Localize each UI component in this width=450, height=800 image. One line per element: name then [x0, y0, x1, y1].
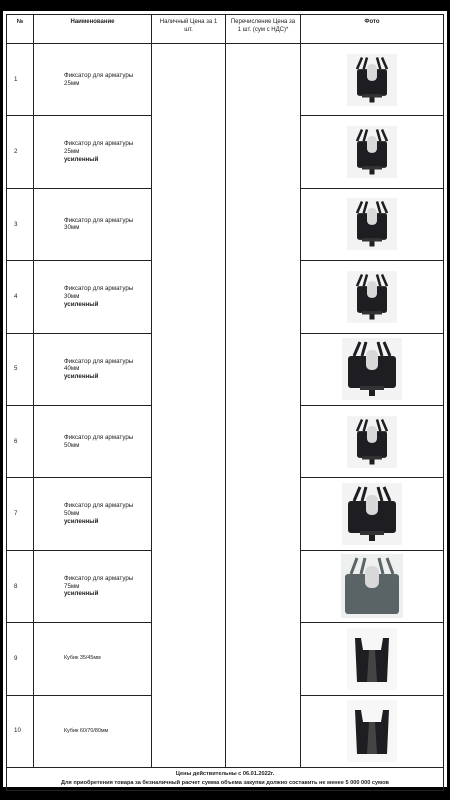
cash-price-cell	[152, 44, 226, 116]
rebar-chair-25-reinforced-photo	[301, 116, 444, 188]
product-name: Фиксатор для арматуры 50мм	[64, 502, 134, 518]
cash-price-cell	[152, 116, 226, 188]
row-number: 7	[7, 478, 34, 550]
footer-row	[7, 767, 444, 790]
transfer-price-cell	[226, 623, 301, 695]
row-number: 5	[7, 333, 34, 405]
product-name: Фиксатор для арматуры 75мм	[64, 574, 134, 590]
product-name: Фиксатор для арматуры 30мм	[64, 216, 134, 232]
product-name-cell	[34, 44, 152, 116]
row-number: 10	[7, 695, 34, 767]
product-name: Фиксатор для арматуры 25мм	[64, 140, 134, 156]
header-name: Наименование	[34, 15, 152, 44]
rebar-chair-30-reinforced-photo	[301, 261, 444, 333]
product-name-cell	[34, 695, 152, 767]
product-name: Фиксатор для арматуры 40мм	[64, 357, 134, 373]
table-row	[7, 333, 444, 405]
transfer-price-cell	[226, 116, 301, 188]
row-number: 6	[7, 405, 34, 477]
table-header-row	[7, 15, 444, 44]
rebar-chair-40-reinforced-photo	[301, 333, 444, 405]
transfer-price-cell	[226, 44, 301, 116]
transfer-price-cell	[226, 405, 301, 477]
product-name-cell	[34, 188, 152, 260]
row-number: 2	[7, 116, 34, 188]
cube-spacer-60-70-80-photo	[301, 695, 444, 767]
cash-price-cell	[152, 188, 226, 260]
row-number: 3	[7, 188, 34, 260]
table-row	[7, 405, 444, 477]
product-name: Кубик 60/70/80мм	[64, 727, 109, 734]
product-suffix: усиленный	[64, 300, 99, 308]
product-suffix: усиленный	[64, 590, 99, 598]
price-list-page	[3, 11, 447, 787]
rebar-chair-50-reinforced-photo	[301, 478, 444, 550]
footer-note	[7, 767, 444, 790]
header-photo: Фото	[301, 15, 444, 44]
table-row	[7, 44, 444, 116]
product-name-cell	[34, 478, 152, 550]
product-name-cell	[34, 623, 152, 695]
header-cash-price: Наличный Цена за 1 шт.	[152, 15, 226, 44]
table-row	[7, 116, 444, 188]
cashless-condition: Для приобретения товара за безналичный расчет сумма объема закупки должно составить не менее 5 000 000 сумов	[61, 779, 389, 786]
transfer-price-cell	[226, 550, 301, 622]
product-name-cell	[34, 550, 152, 622]
rebar-chair-75-reinforced-photo	[301, 550, 444, 622]
cash-price-cell	[152, 695, 226, 767]
rebar-chair-30-photo	[301, 188, 444, 260]
cash-price-cell	[152, 333, 226, 405]
header-num: №	[7, 15, 34, 44]
table-row	[7, 478, 444, 550]
product-name: Фиксатор для арматуры 25мм	[64, 71, 134, 87]
transfer-price-cell	[226, 188, 301, 260]
product-name: Фиксатор для арматуры 30мм	[64, 285, 134, 300]
header-transfer-price: Перечисление Цена за 1 шт. (сум с НДС)*	[226, 15, 301, 44]
product-name-cell	[34, 116, 152, 188]
transfer-price-cell	[226, 478, 301, 550]
cash-price-cell	[152, 261, 226, 333]
product-name-cell	[34, 333, 152, 405]
row-number: 8	[7, 550, 34, 622]
product-suffix: усиленный	[64, 155, 99, 163]
table-row	[7, 550, 444, 622]
rebar-chair-50-photo	[301, 405, 444, 477]
row-number: 9	[7, 623, 34, 695]
validity-date: Цены действительны с 06.01.2022г.	[175, 770, 275, 777]
transfer-price-cell	[226, 695, 301, 767]
product-name-cell	[34, 405, 152, 477]
transfer-price-cell	[226, 261, 301, 333]
row-number: 4	[7, 261, 34, 333]
product-name: Фиксатор для арматуры 50мм	[64, 433, 134, 449]
table-row	[7, 695, 444, 767]
product-suffix: усиленный	[64, 373, 99, 381]
product-name: Кубик 35/45мм	[64, 655, 101, 662]
cash-price-cell	[152, 405, 226, 477]
cash-price-cell	[152, 623, 226, 695]
table-row	[7, 261, 444, 333]
transfer-price-cell	[226, 333, 301, 405]
table-row	[7, 623, 444, 695]
cash-price-cell	[152, 550, 226, 622]
price-table	[6, 14, 444, 791]
table-row	[7, 188, 444, 260]
cash-price-cell	[152, 478, 226, 550]
product-suffix: усиленный	[64, 517, 99, 525]
rebar-chair-25-photo	[301, 44, 444, 116]
product-name-cell	[34, 261, 152, 333]
row-number: 1	[7, 44, 34, 116]
cube-spacer-35-45-photo	[301, 623, 444, 695]
